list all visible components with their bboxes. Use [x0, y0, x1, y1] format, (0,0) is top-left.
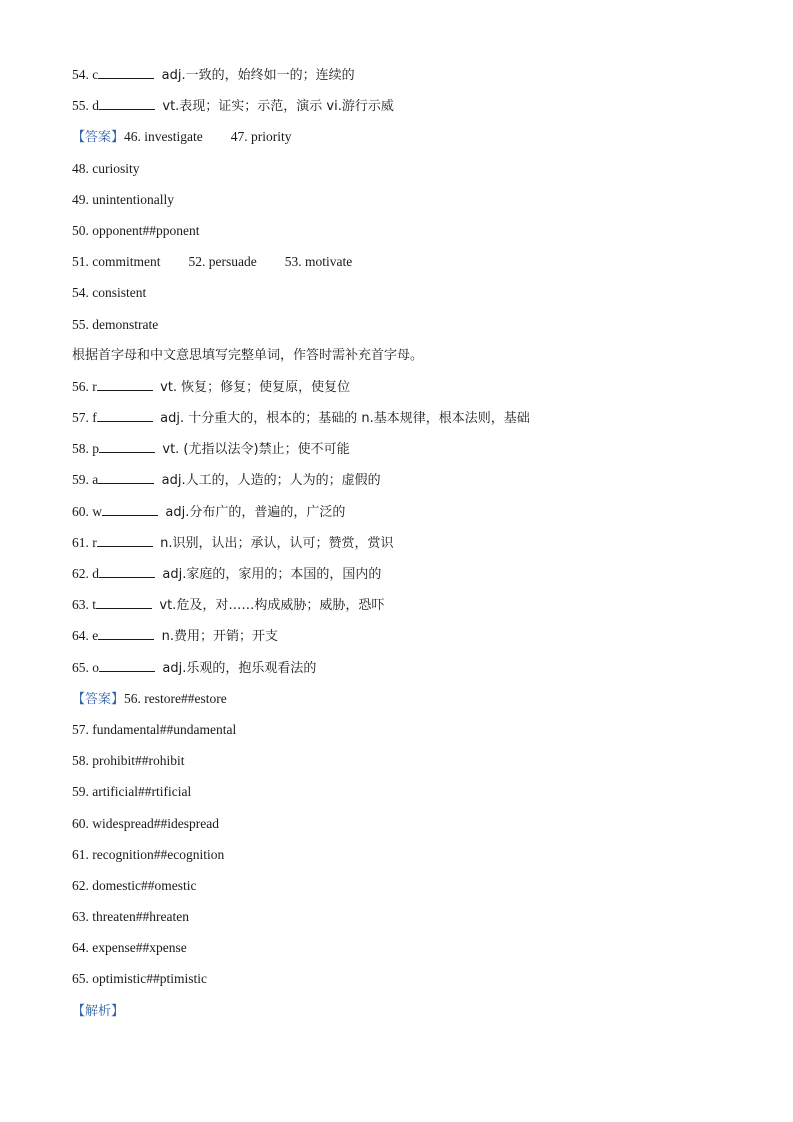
question-number: 58. p [72, 441, 99, 457]
question-63 [72, 592, 732, 623]
answer-blank [98, 64, 154, 79]
answer-blank [99, 657, 155, 672]
answer-line [72, 218, 732, 249]
answer-item: 47. priority [230, 129, 292, 145]
question-definition: vt. 恢复；修复；使复原，使复位 [160, 379, 351, 395]
answer-item: 49. unintentionally [72, 191, 174, 207]
answer-item: 56. restore##estore [124, 690, 227, 706]
question-61 [72, 530, 732, 561]
question-definition: vt.危及，对……构成威胁；威胁，恐吓 [159, 598, 385, 614]
question-59 [72, 467, 732, 498]
question-64 [72, 623, 732, 654]
answer-item: 48. curiosity [72, 160, 140, 176]
answer-tag: 【答案】 [72, 691, 125, 707]
analysis-header [72, 998, 732, 1029]
analysis-tag: 【解析】 [72, 1003, 125, 1019]
answer-line [72, 717, 732, 748]
question-number: 60. w [72, 503, 102, 519]
answer-item: 61. recognition##ecognition [72, 846, 225, 862]
question-number: 56. r [72, 378, 97, 394]
question-definition: adj.乐观的，抱乐观看法的 [162, 660, 317, 676]
question-definition: vt.表现；证实；示范，演示 vi.游行示威 [162, 99, 394, 115]
answer-item: 55. demonstrate [72, 316, 159, 332]
answer-item: 53. motivate [284, 254, 353, 270]
answer-line [72, 842, 732, 873]
question-definition: n.识别，认出；承认，认可；赞赏，赏识 [160, 535, 394, 551]
answer-blank [98, 469, 154, 484]
answer-blank [99, 563, 155, 578]
instruction: 根据首字母和中文意思填写完整单词，作答时需补充首字母。 [72, 347, 424, 363]
answer-line [72, 811, 732, 842]
answer-line [72, 748, 732, 779]
answer-block-1-header [72, 124, 732, 155]
question-number: 62. d [72, 566, 99, 581]
answer-item: 54. consistent [72, 285, 147, 301]
question-number: 63. t [72, 597, 97, 613]
question-definition: adj.一致的，始终如一的；连续的 [161, 68, 355, 83]
question-number: 64. e [72, 628, 99, 644]
answer-line [72, 187, 732, 218]
answer-item: 51. commitment [72, 254, 161, 270]
answer-blank [99, 95, 155, 110]
answer-blank [99, 438, 155, 453]
answer-item: 59. artificial##rtificial [72, 784, 192, 800]
question-57 [72, 405, 732, 436]
question-62 [72, 561, 732, 592]
answer-item: 60. widespread##idespread [72, 815, 219, 831]
question-number: 57. f [72, 410, 97, 426]
question-definition: vt. (尤指以法令)禁止；使不可能 [162, 442, 350, 458]
answer-line [72, 904, 732, 935]
answer-item: 65. optimistic##ptimistic [72, 971, 207, 987]
answer-line [72, 966, 732, 997]
answer-blank [97, 407, 153, 422]
question-definition: adj. 十分重大的，根本的；基础的 n.基本规律，根本法则，基础 [160, 411, 530, 427]
answer-item: 52. persuade [188, 254, 257, 270]
question-58 [72, 436, 732, 467]
question-65 [72, 655, 732, 686]
answer-blank [97, 532, 153, 547]
answer-item: 50. opponent##pponent [72, 222, 200, 238]
answer-block-2-header [72, 686, 732, 717]
answer-blank [97, 376, 153, 391]
answer-line [72, 249, 732, 280]
answer-line [72, 873, 732, 904]
answer-item: 63. threaten##hreaten [72, 909, 189, 925]
question-definition: adj.人工的，人造的；人为的；虚假的 [161, 473, 381, 489]
answer-item: 64. expense##xpense [72, 940, 187, 956]
answer-line [72, 779, 732, 810]
document-page [72, 62, 732, 1029]
answer-blank [98, 625, 154, 640]
answer-line [72, 156, 732, 187]
question-definition: n.费用；开销；开支 [161, 629, 278, 645]
question-number: 55. d [72, 98, 99, 114]
answer-item: 57. fundamental##undamental [72, 721, 237, 737]
question-56 [72, 374, 732, 405]
answer-line [72, 935, 732, 966]
question-number: 59. a [72, 472, 99, 488]
answer-blank [102, 501, 158, 516]
answer-blank [96, 594, 152, 609]
answer-line [72, 280, 732, 311]
question-54 [72, 62, 732, 93]
question-definition: adj.分布广的，普遍的，广泛的 [165, 504, 346, 520]
answer-item: 46. investigate [124, 129, 203, 145]
question-definition: adj.家庭的，家用的；本国的，国内的 [162, 567, 382, 582]
question-60 [72, 499, 732, 530]
question-55 [72, 93, 732, 124]
answer-line [72, 312, 732, 343]
answer-item: 58. prohibit##rohibit [72, 753, 185, 769]
question-number: 61. r [72, 534, 97, 550]
question-number: 65. o [72, 659, 99, 675]
answer-tag: 【答案】 [72, 130, 125, 146]
answer-item: 62. domestic##omestic [72, 877, 197, 893]
question-number: 54. c [72, 67, 99, 82]
